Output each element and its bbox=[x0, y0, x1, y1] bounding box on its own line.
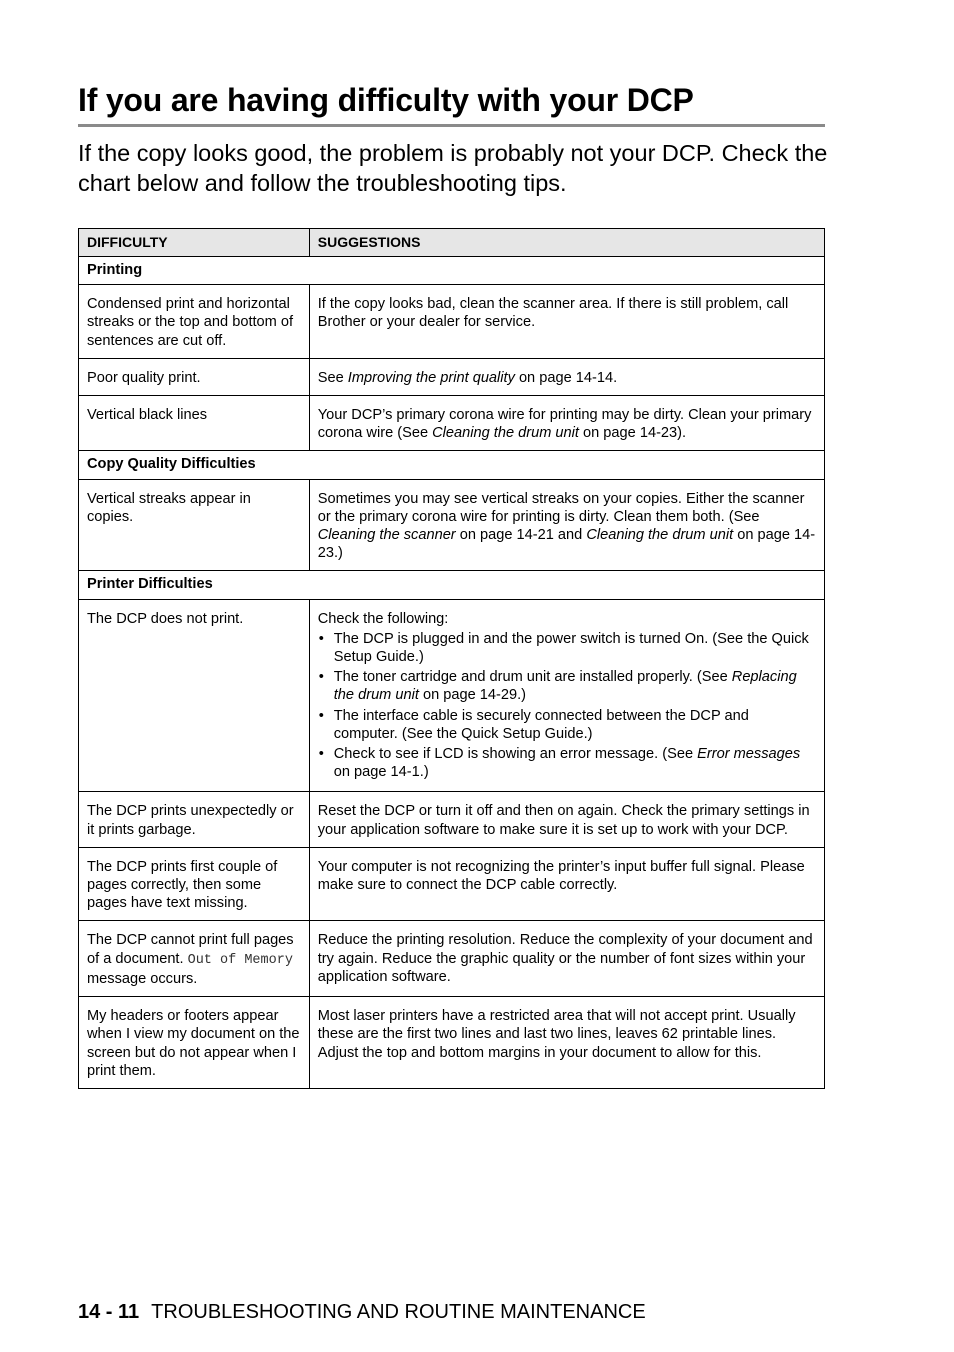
chapter-title: TROUBLESHOOTING AND ROUTINE MAINTENANCE bbox=[151, 1301, 646, 1323]
suggestion-cell: See Improving the print quality on page 14-14. bbox=[309, 358, 824, 395]
table-row bbox=[79, 479, 825, 571]
page-number: 14 - 11 bbox=[78, 1301, 140, 1323]
table-header-row bbox=[79, 229, 825, 257]
suggestion-cell: Reset the DCP or turn it off and then on again. Check the primary settings in your application software to make sure it is set up to work with your DCP. bbox=[309, 792, 824, 847]
table-row bbox=[79, 921, 825, 997]
table-row bbox=[79, 396, 825, 451]
cross-reference: Replacing the drum unit bbox=[333, 669, 797, 704]
lcd-message: Out of Memory bbox=[187, 952, 293, 968]
difficulty-cell: Poor quality print. bbox=[79, 358, 310, 395]
section-row-printer bbox=[79, 571, 825, 599]
difficulty-cell: Vertical black lines bbox=[79, 396, 310, 451]
suggestions-column-header: SUGGESTIONS bbox=[309, 229, 824, 257]
suggestion-cell: Your DCP’s primary corona wire for printing may be dirty. Clean your primary corona wire (See Cleaning the drum unit on page 14-23). bbox=[309, 396, 824, 451]
cross-reference: Error messages bbox=[697, 746, 801, 763]
difficulty-cell: The DCP does not print. bbox=[79, 599, 310, 792]
difficulty-cell: Vertical streaks appear in copies. bbox=[79, 479, 310, 571]
cross-reference: Cleaning the drum unit bbox=[586, 527, 734, 544]
section-title: Copy Quality Difficulties bbox=[79, 451, 825, 479]
page-footer bbox=[78, 1300, 646, 1324]
difficulty-cell: My headers or footers appear when I view my document on the screen but do not appear when I print them. bbox=[79, 997, 310, 1089]
difficulty-cell: The DCP cannot print full pages of a document. Out of Memory message occurs. bbox=[79, 921, 310, 997]
table-row bbox=[79, 997, 825, 1089]
list-item: • Check to see if LCD is showing an error message. (See Error messages on page 14-1.) bbox=[318, 745, 816, 781]
intro-paragraph: If the copy looks good, the problem is probably not your DCP. Check the chart below and follow the troubleshooting tips. bbox=[78, 140, 828, 196]
suggestion-cell: Your computer is not recognizing the printer’s input buffer full signal. Please make sure to connect the DCP cable correctly. bbox=[309, 847, 824, 921]
difficulty-cell: Condensed print and horizontal streaks or the top and bottom of sentences are cut off. bbox=[79, 285, 310, 359]
title-rule bbox=[78, 124, 825, 127]
difficulty-cell: The DCP prints first couple of pages correctly, then some pages have text missing. bbox=[79, 847, 310, 921]
table-row bbox=[79, 599, 825, 792]
suggestion-cell: Sometimes you may see vertical streaks on your copies. Either the scanner or the primary corona wire for printing is dirty. Clean them both. (See Cleaning the scanner on page 14-21 and Cleaning the drum unit on page 14-23.) bbox=[309, 479, 824, 571]
checklist-lead: Check the following: bbox=[317, 610, 449, 627]
table-row bbox=[79, 792, 825, 847]
cross-reference: Cleaning the scanner bbox=[317, 527, 456, 544]
table-row bbox=[79, 358, 825, 395]
troubleshooting-table bbox=[78, 228, 825, 1089]
section-row-printing bbox=[79, 257, 825, 285]
suggestion-cell: If the copy looks bad, clean the scanner area. If there is still problem, call Brother or your dealer for service. bbox=[309, 285, 824, 359]
page-title: If you are having difficulty with your DCP bbox=[78, 82, 694, 118]
suggestion-cell: Most laser printers have a restricted area that will not accept print. Usually these are the first two lines and last two lines, leaves 62 printable lines. Adjust the top and bottom margins in your document to allow for this. bbox=[309, 997, 824, 1089]
section-title: Printer Difficulties bbox=[79, 571, 825, 599]
section-row-copy-quality bbox=[79, 451, 825, 479]
suggestion-cell: Reduce the printing resolution. Reduce the complexity of your document and try again. Reduce the graphic quality or the number of font sizes within your application software. bbox=[309, 921, 824, 997]
table-row bbox=[79, 847, 825, 921]
section-title: Printing bbox=[79, 257, 825, 285]
cross-reference: Cleaning the drum unit bbox=[432, 425, 579, 442]
table-row bbox=[79, 285, 825, 359]
checklist bbox=[318, 630, 816, 782]
difficulty-column-header: DIFFICULTY bbox=[79, 229, 310, 257]
list-item: • The toner cartridge and drum unit are installed properly. (See Replacing the drum unit on page 14-29.) bbox=[318, 668, 816, 704]
list-item: • The interface cable is securely connected between the DCP and computer. (See the Quick Setup Guide.) bbox=[318, 707, 816, 743]
suggestion-cell bbox=[309, 599, 824, 792]
list-item: • The DCP is plugged in and the power switch is turned On. (See the Quick Setup Guide.) bbox=[318, 630, 816, 666]
difficulty-cell: The DCP prints unexpectedly or it prints garbage. bbox=[79, 792, 310, 847]
cross-reference: Improving the print quality bbox=[347, 369, 515, 386]
